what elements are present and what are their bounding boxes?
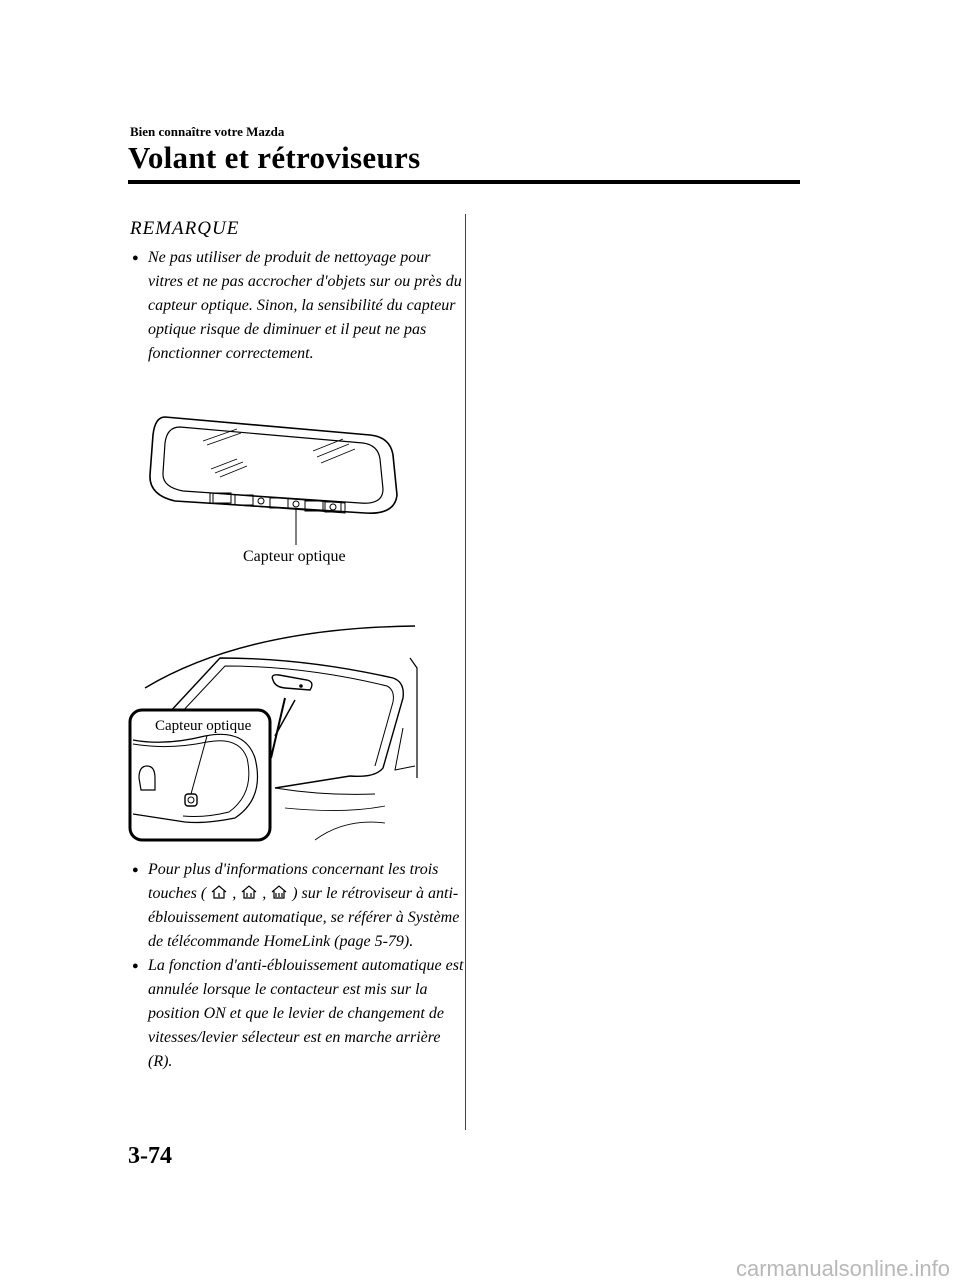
note-bullet-item [130,246,465,366]
bullet-text-sep1: , [232,885,237,902]
homelink-house-3-icon [270,884,288,900]
watermark: carmanualsonline.info [735,1256,950,1281]
windshield-illustration [125,618,425,848]
bullet-text-sep2: , [262,885,267,902]
mirror-illustration [125,405,415,575]
bullet-dot-icon: ● [132,960,139,972]
page-number: 3-74 [128,1143,172,1169]
bullet-dot-icon: ● [132,864,139,876]
info-bullet-item [130,954,465,1074]
figure1-caption: Capteur optique [243,548,346,565]
note-bullet-text: Ne pas utiliser de produit de nettoyage pour vitres et ne pas accrocher d'objets sur ou près du capteur optique. Sinon, la sensibilité du capteur optique risque de diminuer et il peut ne pas fonctionner correctement. [148,249,462,362]
bullet-text-part1: Pour plus d'informations concernant les trois touches ( [148,861,439,902]
title-rule [128,180,800,184]
bullet-text: La fonction d'anti-éblouissement automatique est annulée lorsque le contacteur est mis sur la position ON et que le levier de changement de vitesses/levier sélecteur est en marche arrière (R). [148,957,464,1070]
column-divider [465,214,466,1130]
page-title: Volant et rétroviseurs [128,140,421,175]
note-heading: REMARQUE [130,218,240,239]
section-label: Bien connaître votre Mazda [130,124,285,139]
bullet-text-part2: ) sur le rétroviseur à anti-éblouissement automatique, se référer à Système de télécommande HomeLink (page 5-79). [148,885,460,950]
homelink-house-2-icon [240,884,258,900]
info-bullet-item [130,858,465,954]
info-bullet-list [130,858,465,1074]
figure2-caption: Capteur optique [155,718,252,734]
bullet-dot-icon: ● [132,252,139,264]
note-bullet-list [130,246,465,366]
homelink-house-1-icon [210,884,228,900]
